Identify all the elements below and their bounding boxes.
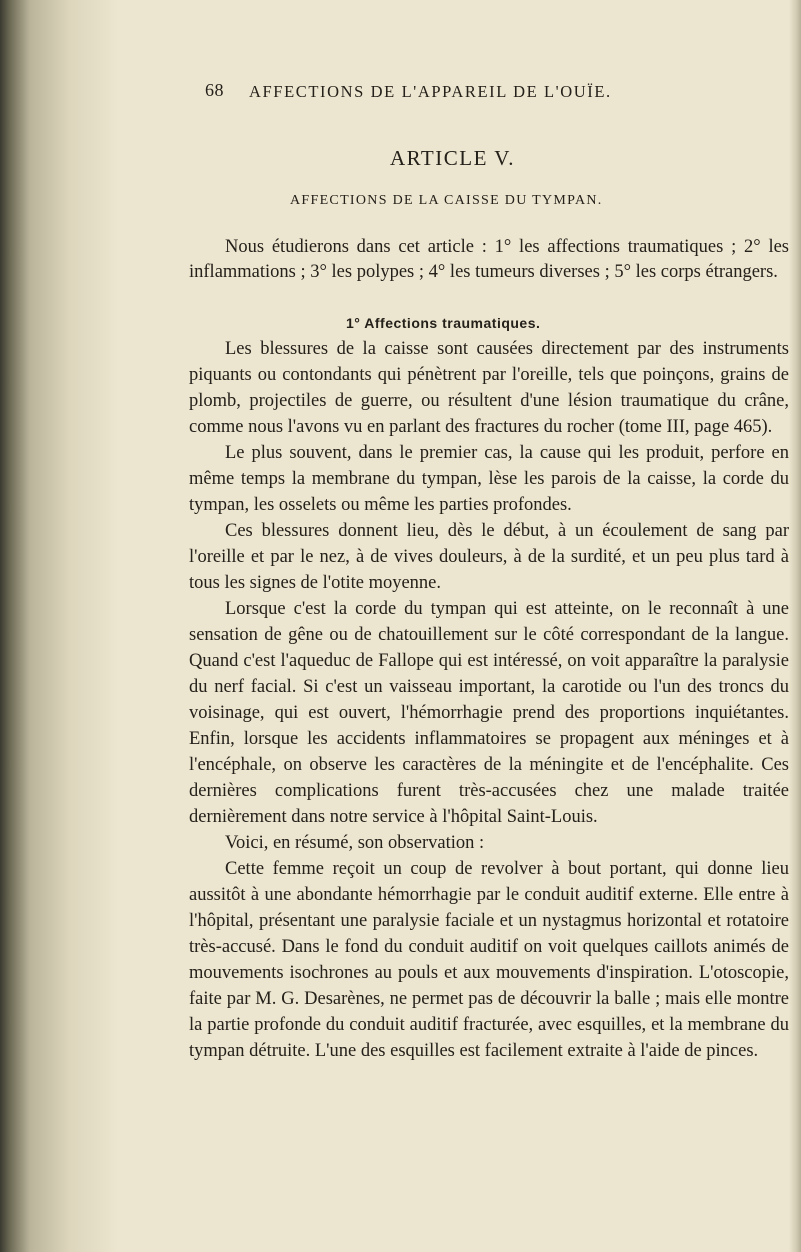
intro-paragraph: Nous étudierons dans cet article : 1° les affections traumatiques ; 2° les inflammations ; 3° les polypes ; 4° les tumeurs diverses ; 5° les corps étrangers.	[189, 237, 789, 282]
article-title: ARTICLE V.	[390, 146, 515, 170]
page-edge-shadow	[789, 0, 801, 1252]
page-header	[205, 80, 685, 104]
intro-paragraph-block	[189, 235, 789, 285]
paragraph-symptomes: Ces blessures donnent lieu, dès le début, à un écoulement de sang par l'oreille et par le nez, à de vives douleurs, à de la surdité, et un peu plus tard à tous les signes de l'otite moyenne.	[189, 521, 789, 593]
paragraph-blessures: Les blessures de la caisse sont causées directement par des instruments piquants ou contondants qui pénètrent par l'oreille, tels que poinçons, grains de plomb, projectiles de guerre, ou résultent d'une lésion traumatique du crâne, comme nous l'avons vu en parlant des fractures du rocher (tome III, page 465).	[189, 339, 789, 437]
running-head: AFFECTIONS DE L'APPAREIL DE L'OUÏE.	[249, 82, 612, 101]
paragraph-complications: Lorsque c'est la corde du tympan qui est atteinte, on le reconnaît à une sensation de gêne ou de chatouillement sur le côté correspondant de la langue. Quand c'est l'aqueduc de Fallope qui est intéressé, on voit apparaître la paralysie du nerf facial. Si c'est un vaisseau important, la carotide ou l'un des troncs du voisinage, qui est ouvert, l'hémorrhagie prend des proportions inquiétantes. Enfin, lorsque les accidents inflammatoires se propagent aux méninges et à l'encéphale, on observe les caractères de la méningite et de l'encéphalite. Ces dernières complications furent très-accusées chez une malade traitée dernièrement dans notre service à l'hôpital Saint-Louis.	[189, 599, 789, 827]
paragraph-premier-cas: Le plus souvent, dans le premier cas, la cause qui les produit, perfore en même temps la membrane du tympan, lèse les parois de la caisse, la corde du tympan, les osselets ou même les parties profondes.	[189, 443, 789, 515]
section-heading: 1° Affections traumatiques.	[346, 315, 541, 331]
paragraph-observation: Cette femme reçoit un coup de revolver à bout portant, qui donne lieu aussitôt à une abondante hémorrhagie par le conduit auditif externe. Elle entre à l'hôpital, présentant une paralysie faciale et un nystagmus horizontal et rotatoire très-accusé. Dans le fond du conduit auditif on voit quelques caillots animés de mouvements isochrones au pouls et aux mouvements d'inspiration. L'otoscopie, faite par M. G. Desarènes, ne permet pas de découvrir la balle ; mais elle montre la partie profonde du conduit auditif fracturée, avec esquilles, et la membrane du tympan détruite. L'une des esquilles est facilement extraite à l'aide de pinces.	[189, 859, 789, 1061]
paragraph-observation-intro: Voici, en résumé, son observation :	[225, 833, 485, 853]
article-subtitle: AFFECTIONS DE LA CAISSE DU TYMPAN.	[290, 193, 603, 208]
page-number: 68	[205, 80, 224, 100]
book-binding-gutter	[0, 0, 120, 1252]
body-text	[189, 336, 789, 1064]
